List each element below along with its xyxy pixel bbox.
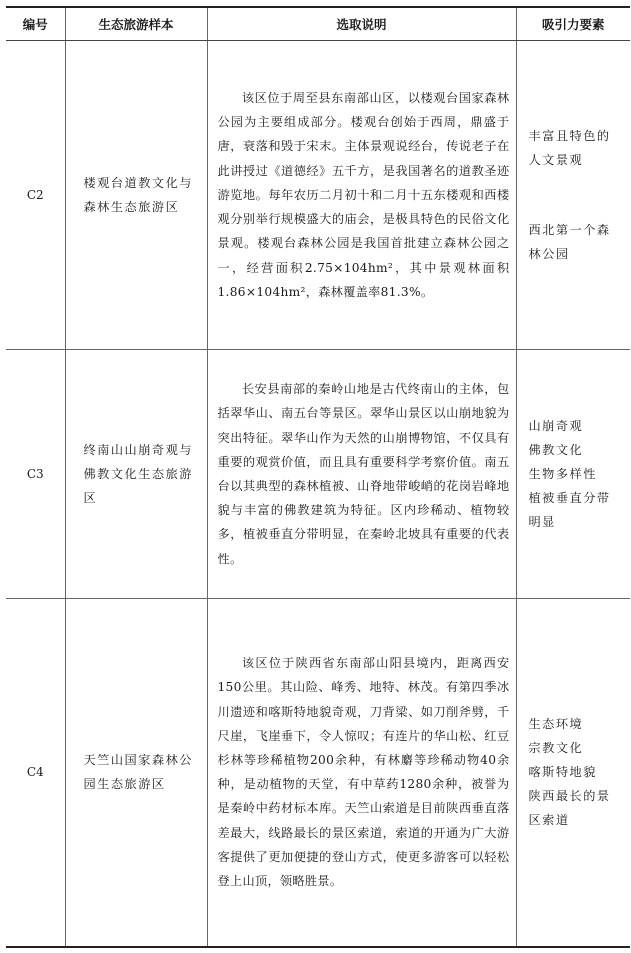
row-attractions [516,599,630,947]
table-row [6,41,630,350]
attraction-item: 山崩奇观 [528,419,584,433]
row-description: 该区位于陕西省东南部山阳县境内，距离西安150公里。其山险、峰秀、地特、林茂。有第四季冰川遗迹和喀斯特地貌奇观，刀背梁、如刀削斧劈，千尺崖，飞崖垂下，令人惊叹；有连片的华山松、红豆杉林等珍稀植物200余种，有林麝等珍稀动物40余种，是动植物的天堂，有中草药1280余种，被誉为是秦岭中药材标本库。天竺山索道是目前陕西垂直落差最大，线路最长的景区索道，索道的开通为广大游客提供了更加便捷的登山方式，使更多游客可以轻松登上山顶，领略胜景。 [207,599,516,947]
attraction-item: 生物多样性 [528,467,597,481]
header-attractions: 吸引力要素 [516,7,630,41]
row-attractions [516,41,630,350]
row-sample-name: 终南山山崩奇观与佛教文化生态旅游区 [65,350,207,599]
attraction-item: 植被垂直分带明显 [528,491,611,529]
row-sample-name: 天竺山国家森林公园生态旅游区 [65,599,207,947]
header-code: 编号 [6,7,65,41]
row-attractions [516,350,630,599]
row-code: C3 [6,350,65,599]
row-code: C4 [6,599,65,947]
table-header-row [6,7,630,41]
row-description: 长安县南部的秦岭山地是古代终南山的主体，包括翠华山、南五台等景区。翠华山景区以山崩地貌为突出特征。翠华山作为天然的山崩博物馆，不仅具有重要的观赏价值，而且具有重要科学考察价值。南五台以其典型的森林植被、山脊地带峻峭的花岗岩峰地貌与丰富的佛教建筑为特征。区内珍稀动、植物较多，植被垂直分带明显，在秦岭北坡具有重要的代表性。 [207,350,516,599]
row-code: C2 [6,41,65,350]
attraction-item: 西北第一个森林公园 [528,223,611,261]
table-row [6,599,630,947]
table-row [6,350,630,599]
row-description: 该区位于周至县东南部山区，以楼观台国家森林公园为主要组成部分。楼观台创始于西周，鼎盛于唐，衰落和毁于宋末。主体景观说经台，传说老子在此讲授过《道德经》五千方，是我国著名的道教圣迹游览地。每年农历二月初十和二月十五东楼观和西楼观分别举行规模盛大的庙会，是极具特色的民俗文化景观。楼观台森林公园是我国首批建立森林公园之一，经营面积2.75×104hm²，其中景观林面积1.86×104hm²，森林覆盖率81.3%。 [207,41,516,350]
attraction-item: 喀斯特地貌 [528,765,597,780]
eco-tourism-samples-table [6,6,630,948]
attraction-item: 宗教文化 [528,741,584,756]
row-sample-name: 楼观台道教文化与森林生态旅游区 [65,41,207,350]
header-description: 选取说明 [207,7,516,41]
attraction-item: 陕西最长的景区索道 [528,789,611,828]
attraction-item: 生态环境 [528,717,584,732]
header-sample: 生态旅游样本 [65,7,207,41]
attraction-item: 丰富且特色的人文景观 [528,129,611,167]
attraction-item: 佛教文化 [528,443,584,457]
